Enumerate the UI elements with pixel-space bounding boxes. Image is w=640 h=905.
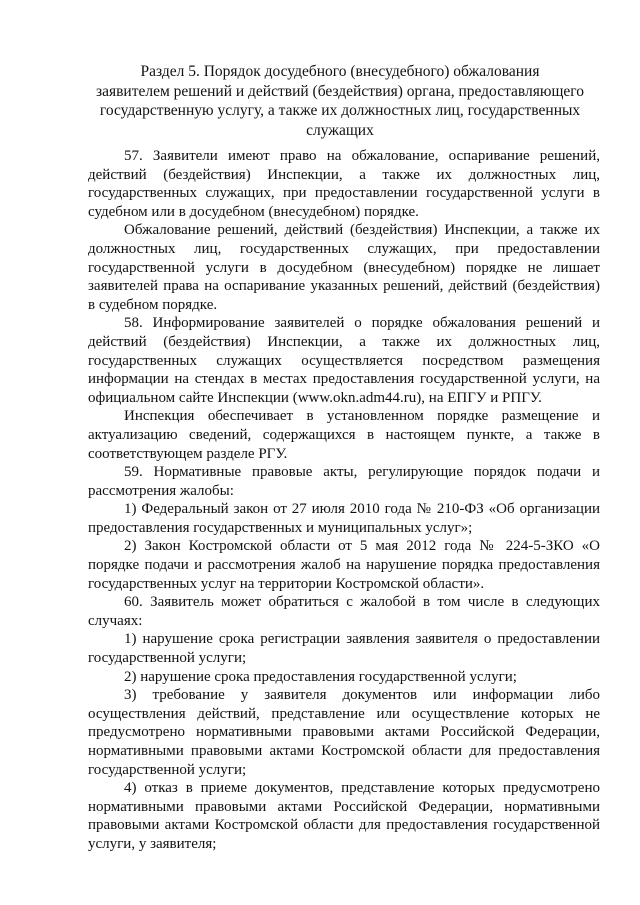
paragraph-60-item-4: 4) отказ в приеме документов, представление которых предусмотрено нормативными правовыми актами Российской Федерации, нормативными правовыми актами Костромской области для предоставления государственной услуги, у заявителя; bbox=[88, 780, 600, 852]
paragraph-59: 59. Нормативные правовые акты, регулирующие порядок подачи и рассмотрения жалобы: bbox=[88, 464, 600, 499]
paragraph-57-appeal: Обжалование решений, действий (бездействия) Инспекции, а также их должностных лиц, государственных служащих, при предоставлении государственной услуги в досудебном (внесудебном) порядке не лишает заявителей права на оспаривание указанных решений, действий (бездействия) в судебном порядке. bbox=[88, 222, 600, 313]
paragraph-59-item-1: 1) Федеральный закон от 27 июля 2010 года № 210-ФЗ «Об организации предоставления государственных и муниципальных услуг»; bbox=[88, 501, 600, 536]
document-body bbox=[88, 147, 600, 854]
section-heading bbox=[80, 62, 600, 140]
section-heading-line-1: Раздел 5. Порядок досудебного (внесудебного) обжалования bbox=[140, 63, 540, 80]
paragraph-60-item-2: 2) нарушение срока предоставления государственной услуги; bbox=[124, 668, 517, 685]
paragraph-60-item-1: 1) нарушение срока регистрации заявления заявителя о предоставлении государственной услуги; bbox=[88, 631, 600, 667]
section-heading-line-4: служащих bbox=[306, 121, 374, 139]
paragraph-59-item-2: 2) Закон Костромской области от 5 мая 2012 года № 224-5-ЗКО «О порядке подачи и рассмотрения жалоб на нарушение порядка предоставления государственных услуг на территории Костромской области». bbox=[88, 538, 600, 592]
paragraph-57: 57. Заявители имеют право на обжалование, оспаривание решений, действий (бездействия) Инспекции, а также их должностных лиц, государственных служащих, при предоставлении государственной услуги в судебном или в досудебном (внесудебном) порядке. bbox=[88, 148, 600, 220]
section-heading-line-3: государственную услугу, а также их должностных лиц, государственных bbox=[99, 102, 581, 119]
paragraph-58: 58. Информирование заявителей о порядке обжалования решений и действий (бездействия) Инспекции, а также их должностных лиц, государственных служащих осуществляется посредством размещения информации на стендах в местах предоставления государственной услуги, на официальном сайте Инспекции (www.okn.adm44.ru), на ЕПГУ и РПГУ. bbox=[88, 315, 600, 406]
paragraph-58-inspection: Инспекция обеспечивает в установленном порядке размещение и актуализацию сведений, содержащихся в настоящем пункте, а также в соответствующем разделе РГУ. bbox=[88, 408, 600, 462]
section-heading-line-2: заявителем решений и действий (бездействия) органа, предоставляющего bbox=[95, 82, 585, 100]
paragraph-60: 60. Заявитель может обратиться с жалобой в том числе в следующих случаях: bbox=[88, 594, 600, 629]
paragraph-60-item-3: 3) требование у заявителя документов или информации либо осуществления действий, представление или осуществление которых не предусмотрено нормативными правовыми актами Российской Федерации, нормативными правовыми актами Костромской области для предоставления государственной услуги; bbox=[88, 687, 600, 778]
